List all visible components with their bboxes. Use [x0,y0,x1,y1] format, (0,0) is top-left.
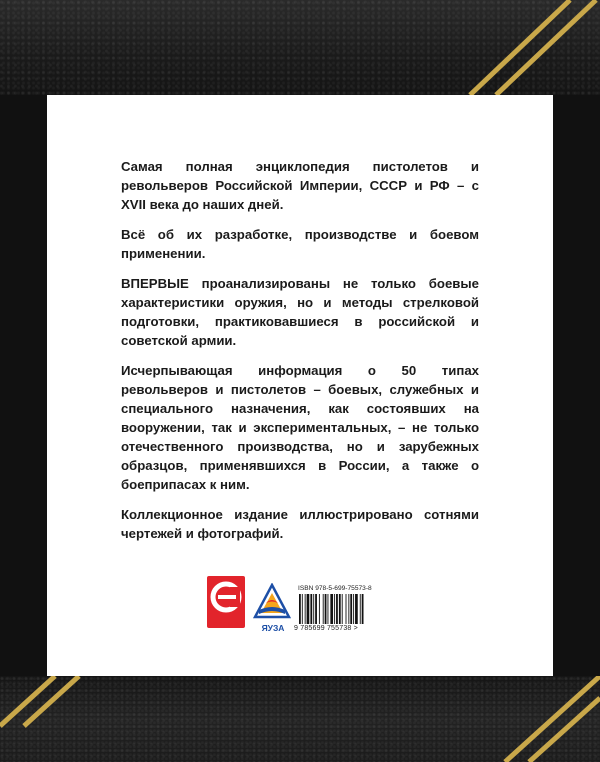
isbn-text: ISBN 978-5-699-75573-8 [298,585,372,592]
gold-stripe [0,676,55,726]
barcode [298,594,386,624]
gold-stripe [470,0,570,95]
barcode-bar [334,594,335,624]
barcode-bar [350,594,352,624]
yauza-label: ЯУЗА [261,623,285,633]
paragraph-2: Всё об их разработке, производстве и боевом применении. [121,227,479,261]
barcode-bar [348,594,349,624]
barcode-bar [305,594,306,624]
barcode-bar [362,594,364,624]
barcode-bar [339,594,341,624]
eksmo-logo-icon [207,576,245,628]
barcode-bar [299,594,301,624]
barcode-bar [302,594,303,624]
barcode-bar [355,594,358,624]
barcode-bar [330,594,333,624]
barcode-bar [323,594,324,624]
gold-stripe [505,676,600,762]
paragraph-4: Исчерпывающая информация о 50 типах револьверов и пистолетов – боевых, служебных и специального назначения, как состоявших на вооружении, так и экспериментальных, – не только отечественного производства, но и зарубежных образцов, применявшихся в России, а также о боеприпасах к ним. [121,363,479,492]
gold-stripes-bottom [0,676,600,762]
barcode-bar [313,594,314,624]
gold-stripe [496,0,596,95]
barcode-bar [307,594,310,624]
gold-stripe [24,676,79,726]
barcode-bar [315,594,317,624]
barcode-bar [346,594,347,624]
barcode-bar [336,594,338,624]
barcode-bar [353,594,354,624]
top-decorative-band [0,0,600,95]
bottom-decorative-band [0,676,600,762]
barcode-bar [325,594,327,624]
barcode-digits: 9 785699 755738 > [294,625,358,632]
paragraph-5: Коллекционное издание иллюстрировано сотнями чертежей и фотографий. [121,507,479,541]
barcode-bar [342,594,343,624]
paragraph-3: ВПЕРВЫЕ проанализированы не только боевые характеристики оружия, но и методы стрелковой подготовки, практиковавшиеся в российской и советской армии. [121,276,479,348]
barcode-bar [319,594,320,624]
gold-stripes-top [0,0,600,95]
eksmo-label: ЭКСМО [212,622,240,629]
annotation-text [121,157,479,554]
paragraph-1: Самая полная энциклопедия пистолетов и револьверов Российской Империи, СССР и РФ – с XVII века до наших дней. [121,159,479,212]
barcode-bar [360,594,361,624]
barcode-bar [328,594,329,624]
barcode-bar [310,594,312,624]
